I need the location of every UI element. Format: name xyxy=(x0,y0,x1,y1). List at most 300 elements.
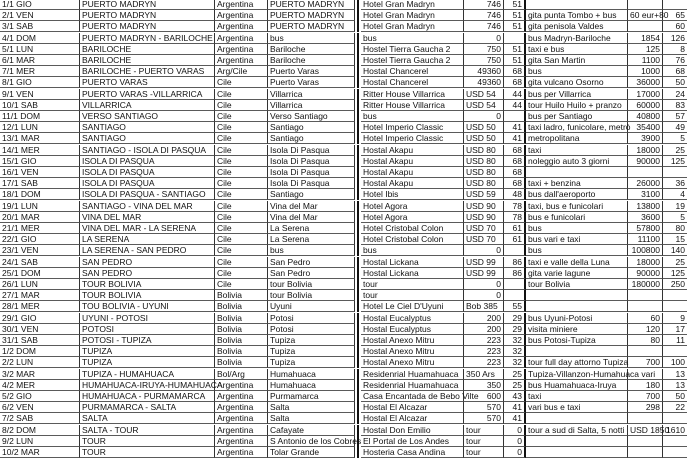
route-cell[interactable]: VILLARRICA xyxy=(80,100,215,111)
price-cell[interactable]: USD 59 xyxy=(464,189,504,200)
date-cell[interactable]: 23/1 VEN xyxy=(0,245,80,256)
date-cell[interactable]: 27/1 MAR xyxy=(0,290,80,301)
country-cell[interactable]: Cile xyxy=(215,212,268,223)
activity-cost-cell[interactable]: 17000 xyxy=(628,89,663,100)
activity-cell[interactable]: bus per Santiago xyxy=(526,111,628,122)
activity-cell[interactable]: Tupiza-Villanzon-Humahuaca vari xyxy=(528,369,656,379)
activity-cell[interactable]: taxi e bus xyxy=(526,44,628,55)
activity-cell[interactable]: gita penisola Valdes xyxy=(526,21,628,32)
activity-eur-cell[interactable]: 80 xyxy=(663,223,687,234)
activity-cost-cell[interactable]: 36000 xyxy=(628,77,663,88)
country-cell[interactable]: Bolivia xyxy=(215,335,268,346)
country-cell[interactable]: Cile xyxy=(215,279,268,290)
route-cell[interactable]: TOUR xyxy=(80,436,215,447)
activity-cell[interactable]: tour full day attorno Tupiza xyxy=(528,357,629,367)
country-cell[interactable]: Argentina xyxy=(215,10,268,21)
accommodation-cell[interactable]: Hostal Anexo Mitru xyxy=(361,357,464,368)
date-cell[interactable]: 1/1 GIO xyxy=(0,0,80,10)
activity-cost-cell[interactable] xyxy=(628,413,663,424)
country-cell[interactable]: Cile xyxy=(215,100,268,111)
date-cell[interactable]: 1/2 DOM xyxy=(0,346,80,357)
eur-cell[interactable]: 68 xyxy=(504,167,526,178)
location-cell[interactable]: tour Bolivia xyxy=(268,279,355,290)
accommodation-cell[interactable]: Hostal Chancerel xyxy=(361,77,464,88)
price-cell[interactable]: 223 xyxy=(464,357,504,368)
price-cell[interactable]: tour xyxy=(464,447,504,458)
activity-cost-cell[interactable]: 180000 xyxy=(628,279,663,290)
price-cell[interactable]: USD 90 xyxy=(464,212,504,223)
eur-cell[interactable]: 41 xyxy=(504,413,526,424)
eur-cell[interactable]: 32 xyxy=(504,335,526,346)
date-cell[interactable]: 19/1 LUN xyxy=(0,201,80,212)
activity-eur-cell[interactable]: 50 xyxy=(663,77,687,88)
activity-eur-cell[interactable]: 9 xyxy=(663,313,687,324)
route-cell[interactable]: TOUR xyxy=(80,447,215,458)
country-cell[interactable]: Argentina xyxy=(215,55,268,66)
price-cell[interactable]: Bob 385 xyxy=(464,301,504,312)
accommodation-cell[interactable]: Hostel Tierra Gaucha 2 xyxy=(361,55,464,66)
activity-cell[interactable]: bus per Villarrica xyxy=(526,89,628,100)
activity-cost-cell[interactable]: 18000 xyxy=(628,145,663,156)
activity-cost-cell[interactable]: USD 1850 xyxy=(630,425,670,435)
activity-cell[interactable]: taxi, bus e funicolari xyxy=(526,201,628,212)
activity-cost-cell[interactable] xyxy=(628,0,663,10)
date-cell[interactable]: 8/1 GIO xyxy=(0,77,80,88)
accommodation-cell[interactable]: Ritter House Villarrica xyxy=(361,89,464,100)
activity-eur-cell[interactable]: 125 xyxy=(663,268,687,279)
country-cell[interactable]: Cile xyxy=(215,234,268,245)
route-cell[interactable]: BARILOCHE xyxy=(80,44,215,55)
location-cell[interactable]: Isola Di Pasqua xyxy=(268,156,355,167)
eur-cell[interactable]: 29 xyxy=(504,313,526,324)
country-cell[interactable]: Arg/Cile xyxy=(215,66,268,77)
activity-cost-cell[interactable]: 1000 xyxy=(628,66,663,77)
route-cell[interactable]: PUERTO MADRYN xyxy=(80,21,215,32)
route-cell[interactable]: PUERTO MADRYN - BARILOCHE xyxy=(80,33,215,44)
date-cell[interactable]: 8/2 DOM xyxy=(0,425,80,436)
activity-cell[interactable]: bus e funicolari xyxy=(526,212,628,223)
country-cell[interactable]: Cile xyxy=(215,156,268,167)
activity-cell[interactable]: bus xyxy=(526,223,628,234)
accommodation-cell[interactable]: bus xyxy=(361,33,464,44)
eur-cell[interactable]: 44 xyxy=(504,89,526,100)
location-cell[interactable]: La Serena xyxy=(268,234,355,245)
activity-eur-cell[interactable]: 4 xyxy=(663,189,687,200)
location-cell[interactable]: tour Bolivia xyxy=(268,290,355,301)
activity-eur-cell[interactable]: 49 xyxy=(663,122,687,133)
eur-cell[interactable] xyxy=(504,111,526,122)
price-cell[interactable]: USD 70 xyxy=(464,234,504,245)
route-cell[interactable]: VINA DEL MAR - LA SERENA xyxy=(80,223,215,234)
date-cell[interactable]: 4/1 DOM xyxy=(0,33,80,44)
activity-cell[interactable] xyxy=(526,436,628,447)
country-cell[interactable]: Cile xyxy=(215,133,268,144)
activity-eur-cell[interactable] xyxy=(663,447,687,458)
location-cell[interactable]: Villarrica xyxy=(268,89,355,100)
price-cell[interactable]: USD 50 xyxy=(464,122,504,133)
route-cell[interactable]: ISOLA DI PASQUA xyxy=(80,178,215,189)
activity-eur-cell[interactable]: 57 xyxy=(663,111,687,122)
date-cell[interactable]: 10/2 MAR xyxy=(0,447,80,458)
location-cell[interactable]: Villarrica xyxy=(268,100,355,111)
date-cell[interactable]: 26/1 LUN xyxy=(0,279,80,290)
activity-cost-cell[interactable]: 700 xyxy=(628,391,663,402)
date-cell[interactable]: 13/1 MAR xyxy=(0,133,80,144)
location-cell[interactable]: PUERTO MADRYN xyxy=(268,10,355,21)
route-cell[interactable]: TOUR BOLIVIA xyxy=(80,279,215,290)
accommodation-cell[interactable]: Casa Encantada de Bebo Vilte xyxy=(363,391,479,401)
accommodation-cell[interactable]: Hostal El Alcazar xyxy=(361,413,464,424)
activity-eur-cell[interactable] xyxy=(663,301,687,312)
location-cell[interactable]: bus xyxy=(268,33,355,44)
route-cell[interactable]: LA SERENA xyxy=(80,234,215,245)
accommodation-cell[interactable]: Hotel Cristobal Colon xyxy=(361,234,464,245)
date-cell[interactable]: 3/1 SAB xyxy=(0,21,80,32)
location-cell[interactable]: Uyuni xyxy=(268,301,355,312)
location-cell[interactable]: Santiago xyxy=(268,133,355,144)
accommodation-cell[interactable]: Hostal Eucalyptus xyxy=(361,313,464,324)
price-cell[interactable]: 750 xyxy=(464,44,504,55)
activity-eur-cell[interactable]: 5 xyxy=(663,133,687,144)
accommodation-cell[interactable]: Hotel Agora xyxy=(361,201,464,212)
date-cell[interactable]: 11/1 DOM xyxy=(0,111,80,122)
eur-cell[interactable]: 25 xyxy=(504,380,526,391)
route-cell[interactable]: ISOLA DI PASQUA xyxy=(80,167,215,178)
activity-cost-cell[interactable]: 298 xyxy=(628,402,663,413)
activity-cell[interactable]: taxi xyxy=(526,145,628,156)
activity-eur-cell[interactable]: 125 xyxy=(663,156,687,167)
location-cell[interactable]: Purmamarca xyxy=(268,391,355,402)
eur-cell[interactable]: 29 xyxy=(504,324,526,335)
activity-cell[interactable]: bus xyxy=(526,66,628,77)
accommodation-cell[interactable]: Hotel Cristobal Colon xyxy=(361,223,464,234)
route-cell[interactable]: ISOLA DI PASQUA xyxy=(80,156,215,167)
activity-eur-cell[interactable]: 36 xyxy=(663,178,687,189)
date-cell[interactable]: 3/2 MAR xyxy=(0,369,80,380)
activity-cell[interactable]: bus vari e taxi xyxy=(526,234,628,245)
route-cell[interactable]: TUPIZA xyxy=(80,346,215,357)
price-cell[interactable]: 750 xyxy=(464,55,504,66)
price-cell[interactable]: tour xyxy=(464,436,504,447)
price-cell[interactable]: 350 Ars xyxy=(464,369,504,380)
accommodation-cell[interactable]: Hostal Eucalyptus xyxy=(361,324,464,335)
country-cell[interactable]: Argentina xyxy=(215,447,268,458)
activity-cost-cell[interactable]: 80 xyxy=(628,335,663,346)
eur-cell[interactable]: 41 xyxy=(504,122,526,133)
date-cell[interactable]: 24/1 SAB xyxy=(0,257,80,268)
country-cell[interactable]: Bolivia xyxy=(215,324,268,335)
country-cell[interactable]: Cile xyxy=(215,167,268,178)
location-cell[interactable]: S Antonio de los Cobres xyxy=(270,436,362,446)
price-cell[interactable]: 570 xyxy=(464,413,504,424)
price-cell[interactable]: 49360 xyxy=(464,66,504,77)
activity-eur-cell[interactable] xyxy=(663,167,687,178)
eur-cell[interactable]: 0 xyxy=(504,425,526,436)
price-cell[interactable]: USD 99 xyxy=(464,257,504,268)
price-cell[interactable]: 746 xyxy=(464,0,504,10)
activity-cost-cell[interactable]: 60000 xyxy=(628,100,663,111)
eur-cell[interactable]: 61 xyxy=(504,223,526,234)
accommodation-cell[interactable]: bus xyxy=(361,245,464,256)
eur-cell[interactable]: 44 xyxy=(504,100,526,111)
eur-cell[interactable]: 86 xyxy=(504,257,526,268)
location-cell[interactable]: Bariloche xyxy=(268,44,355,55)
date-cell[interactable]: 15/1 GIO xyxy=(0,156,80,167)
activity-cost-cell[interactable]: 60 xyxy=(628,313,663,324)
eur-cell[interactable] xyxy=(504,33,526,44)
price-cell[interactable]: USD 70 xyxy=(464,223,504,234)
location-cell[interactable]: La Serena xyxy=(268,223,355,234)
price-cell[interactable]: 0 xyxy=(464,245,504,256)
country-cell[interactable]: Cile xyxy=(215,111,268,122)
route-cell[interactable]: UYUNI - POTOSI xyxy=(80,313,215,324)
country-cell[interactable]: Argentina xyxy=(215,44,268,55)
activity-cost-cell[interactable] xyxy=(628,369,663,380)
location-cell[interactable]: Salta xyxy=(268,413,355,424)
price-cell[interactable]: USD 80 xyxy=(464,145,504,156)
price-cell[interactable]: 350 xyxy=(464,380,504,391)
eur-cell[interactable]: 68 xyxy=(504,178,526,189)
route-cell[interactable]: PUERTO VARAS xyxy=(80,77,215,88)
route-cell[interactable]: SAN PEDRO xyxy=(80,268,215,279)
activity-eur-cell[interactable]: 17 xyxy=(663,324,687,335)
location-cell[interactable]: San Pedro xyxy=(268,257,355,268)
activity-cost-cell[interactable]: 18000 xyxy=(628,257,663,268)
location-cell[interactable]: bus xyxy=(268,245,355,256)
route-cell[interactable]: POTOSI - TUPIZA xyxy=(80,335,215,346)
eur-cell[interactable]: 41 xyxy=(504,402,526,413)
country-cell[interactable]: Bol/Arg xyxy=(215,369,268,380)
accommodation-cell[interactable]: Residenrial Huamahuaca xyxy=(361,380,464,391)
route-cell[interactable]: SANTIAGO - VINA DEL MAR xyxy=(80,201,215,212)
location-cell[interactable]: Salta xyxy=(268,402,355,413)
accommodation-cell[interactable]: Hostal Akapu xyxy=(361,145,464,156)
location-cell[interactable]: Isola Di Pasqua xyxy=(268,178,355,189)
country-cell[interactable]: Cile xyxy=(215,77,268,88)
activity-eur-cell[interactable] xyxy=(663,413,687,424)
country-cell[interactable]: Argentina xyxy=(215,380,268,391)
date-cell[interactable]: 2/1 VEN xyxy=(0,10,80,21)
activity-eur-cell[interactable]: 25 xyxy=(663,257,687,268)
eur-cell[interactable]: 0 xyxy=(504,436,526,447)
location-cell[interactable]: Cafayate xyxy=(268,425,355,436)
date-cell[interactable]: 5/1 LUN xyxy=(0,44,80,55)
route-cell[interactable]: HUMAHUACA-IRUYA-HUMAHUACA xyxy=(82,380,223,390)
activity-eur-cell[interactable]: 83 xyxy=(663,100,687,111)
accommodation-cell[interactable]: Hotel Gran Madryn xyxy=(361,10,464,21)
location-cell[interactable]: Humahuaca xyxy=(268,380,355,391)
date-cell[interactable]: 14/1 MER xyxy=(0,145,80,156)
eur-cell[interactable]: 78 xyxy=(504,212,526,223)
location-cell[interactable]: Tolar Grande xyxy=(268,447,355,458)
activity-cost-cell[interactable] xyxy=(628,346,663,357)
route-cell[interactable]: BARILOCHE xyxy=(80,55,215,66)
activity-eur-cell[interactable]: 60 xyxy=(663,21,687,32)
eur-cell[interactable]: 68 xyxy=(504,77,526,88)
activity-cell[interactable]: metropolitana xyxy=(526,133,628,144)
date-cell[interactable]: 6/1 MAR xyxy=(0,55,80,66)
activity-eur-cell[interactable]: 100 xyxy=(663,357,687,368)
accommodation-cell[interactable]: Hosteria Casa Andina xyxy=(361,447,464,458)
eur-cell[interactable]: 51 xyxy=(504,10,526,21)
eur-cell[interactable]: 55 xyxy=(504,301,526,312)
activity-cost-cell[interactable]: 60 eur+80 xyxy=(630,10,669,20)
accommodation-cell[interactable]: bus xyxy=(361,111,464,122)
date-cell[interactable]: 29/1 GIO xyxy=(0,313,80,324)
eur-cell[interactable]: 41 xyxy=(504,133,526,144)
country-cell[interactable]: Argentina xyxy=(215,402,268,413)
location-cell[interactable]: Puerto Varas xyxy=(268,66,355,77)
price-cell[interactable]: 200 xyxy=(464,313,504,324)
country-cell[interactable]: Cile xyxy=(215,145,268,156)
price-cell[interactable]: 49360 xyxy=(464,77,504,88)
country-cell[interactable]: Argentina xyxy=(215,0,268,10)
date-cell[interactable]: 17/1 SAB xyxy=(0,178,80,189)
route-cell[interactable]: SANTIAGO xyxy=(80,133,215,144)
accommodation-cell[interactable]: Hotel Gran Madryn xyxy=(361,21,464,32)
price-cell[interactable]: 200 xyxy=(464,324,504,335)
activity-cost-cell[interactable]: 100800 xyxy=(628,245,663,256)
eur-cell[interactable]: 51 xyxy=(504,21,526,32)
route-cell[interactable]: SALTA - TOUR xyxy=(80,425,215,436)
price-cell[interactable]: 0 xyxy=(464,279,504,290)
country-cell[interactable]: Argentina xyxy=(215,391,268,402)
date-cell[interactable]: 9/1 VEN xyxy=(0,89,80,100)
activity-cell[interactable]: noleggio auto 3 giorni xyxy=(526,156,628,167)
activity-cost-cell[interactable] xyxy=(628,290,663,301)
activity-cell[interactable]: bus Huamahuaca-Iruya xyxy=(526,380,628,391)
eur-cell[interactable]: 68 xyxy=(504,156,526,167)
price-cell[interactable]: 223 xyxy=(464,335,504,346)
location-cell[interactable]: Vina del Mar xyxy=(268,201,355,212)
price-cell[interactable]: 0 xyxy=(464,33,504,44)
activity-cost-cell[interactable]: 90000 xyxy=(628,268,663,279)
activity-eur-cell[interactable]: 22 xyxy=(663,402,687,413)
date-cell[interactable]: 6/2 VEN xyxy=(0,402,80,413)
eur-cell[interactable]: 0 xyxy=(504,447,526,458)
route-cell[interactable]: TUPIZA xyxy=(80,357,215,368)
eur-cell[interactable]: 51 xyxy=(504,44,526,55)
activity-cost-cell[interactable]: 90000 xyxy=(628,156,663,167)
accommodation-cell[interactable]: Hostal Don Emilio xyxy=(361,425,464,436)
date-cell[interactable]: 25/1 DOM xyxy=(0,268,80,279)
location-cell[interactable]: Vina del Mar xyxy=(268,212,355,223)
activity-cell[interactable] xyxy=(526,0,628,10)
country-cell[interactable]: Cile xyxy=(215,189,268,200)
activity-cost-cell[interactable]: 26000 xyxy=(628,178,663,189)
activity-eur-cell[interactable]: 126 xyxy=(663,33,687,44)
activity-cost-cell[interactable]: 57800 xyxy=(628,223,663,234)
eur-cell[interactable]: 48 xyxy=(504,189,526,200)
activity-cell[interactable] xyxy=(526,167,628,178)
activity-eur-cell[interactable]: 8 xyxy=(663,44,687,55)
country-cell[interactable]: Cile xyxy=(215,245,268,256)
route-cell[interactable]: LA SERENA - SAN PEDRO xyxy=(80,245,215,256)
activity-cell[interactable]: taxi + benzina xyxy=(526,178,628,189)
activity-cell[interactable]: gita varie lagune xyxy=(526,268,628,279)
country-cell[interactable]: Argentina xyxy=(215,436,268,447)
price-cell[interactable]: 570 xyxy=(464,402,504,413)
accommodation-cell[interactable]: tour xyxy=(361,279,464,290)
accommodation-cell[interactable]: Residenrial Huamahuaca xyxy=(361,369,464,380)
route-cell[interactable]: VINA DEL MAR xyxy=(80,212,215,223)
eur-cell[interactable]: 86 xyxy=(504,268,526,279)
accommodation-cell[interactable]: Ritter House Villarrica xyxy=(361,100,464,111)
activity-eur-cell[interactable]: 76 xyxy=(663,55,687,66)
country-cell[interactable]: Bolivia xyxy=(215,313,268,324)
price-cell[interactable]: tour xyxy=(464,425,504,436)
price-cell[interactable]: USD 80 xyxy=(464,178,504,189)
activity-cell[interactable]: gita punta Tombo + bus xyxy=(526,10,628,21)
date-cell[interactable]: 2/2 LUN xyxy=(0,357,80,368)
accommodation-cell[interactable]: Hotel Gran Madryn xyxy=(361,0,464,10)
activity-cell[interactable]: taxi e valle della Luna xyxy=(526,257,628,268)
activity-eur-cell[interactable] xyxy=(663,0,687,10)
location-cell[interactable]: Potosi xyxy=(268,324,355,335)
activity-cell[interactable]: vari bus e taxi xyxy=(526,402,628,413)
country-cell[interactable]: Cile xyxy=(215,178,268,189)
date-cell[interactable]: 28/1 MER xyxy=(0,301,80,312)
date-cell[interactable]: 22/1 GIO xyxy=(0,234,80,245)
activity-cell[interactable]: taxi ladro, funicolare, metrò xyxy=(528,122,631,132)
eur-cell[interactable]: 51 xyxy=(504,0,526,10)
location-cell[interactable]: Tupiza xyxy=(268,346,355,357)
accommodation-cell[interactable]: Hostal El Alcazar xyxy=(361,402,464,413)
activity-cell[interactable]: taxi xyxy=(526,391,628,402)
activity-cell[interactable] xyxy=(526,290,628,301)
activity-cell[interactable]: bus dall'aeroporto xyxy=(526,189,628,200)
route-cell[interactable]: PUERTO MADRYN xyxy=(80,10,215,21)
location-cell[interactable]: Isola Di Pasqua xyxy=(268,145,355,156)
accommodation-cell[interactable]: Hostal Chancerel xyxy=(361,66,464,77)
location-cell[interactable]: Tupiza xyxy=(268,357,355,368)
activity-cell[interactable] xyxy=(526,413,628,424)
date-cell[interactable]: 4/2 MER xyxy=(0,380,80,391)
accommodation-cell[interactable]: Hotel Imperio Classic xyxy=(361,122,464,133)
activity-cost-cell[interactable]: 40800 xyxy=(628,111,663,122)
location-cell[interactable]: Tupiza xyxy=(268,335,355,346)
accommodation-cell[interactable]: tour xyxy=(361,290,464,301)
eur-cell[interactable]: 68 xyxy=(504,66,526,77)
eur-cell[interactable]: 43 xyxy=(504,391,526,402)
activity-cost-cell[interactable]: 11100 xyxy=(628,234,663,245)
country-cell[interactable]: Cile xyxy=(215,268,268,279)
activity-eur-cell[interactable]: 15 xyxy=(663,234,687,245)
price-cell[interactable]: USD 50 xyxy=(464,133,504,144)
eur-cell[interactable]: 32 xyxy=(504,346,526,357)
activity-cell[interactable]: tour Huilo Huilo + pranzo xyxy=(526,100,628,111)
location-cell[interactable]: Bariloche xyxy=(268,55,355,66)
activity-cost-cell[interactable]: 35400 xyxy=(628,122,663,133)
country-cell[interactable]: Argentina xyxy=(215,413,268,424)
activity-eur-cell[interactable]: 13 xyxy=(663,369,687,380)
activity-cost-cell[interactable]: 3900 xyxy=(628,133,663,144)
activity-cell[interactable] xyxy=(526,447,628,458)
country-cell[interactable]: Argentina xyxy=(215,425,268,436)
location-cell[interactable]: Santiago xyxy=(268,189,355,200)
activity-cell[interactable]: gita San Martin xyxy=(526,55,628,66)
activity-cell[interactable]: bus Madryn-Bariloche xyxy=(526,33,628,44)
route-cell[interactable]: SANTIAGO - ISOLA DI PASQUA xyxy=(80,145,215,156)
eur-cell[interactable] xyxy=(504,290,526,301)
route-cell[interactable]: ISOLA DI PASQUA - SANTIAGO xyxy=(80,189,215,200)
accommodation-cell[interactable]: El Portal de Los Andes xyxy=(361,436,464,447)
country-cell[interactable]: Cile xyxy=(215,89,268,100)
accommodation-cell[interactable]: Hostal Anexo Mitru xyxy=(361,346,464,357)
route-cell[interactable]: BARILOCHE - PUERTO VARAS xyxy=(80,66,215,77)
route-cell[interactable]: PURMAMARCA - SALTA xyxy=(80,402,215,413)
location-cell[interactable]: San Pedro xyxy=(268,268,355,279)
